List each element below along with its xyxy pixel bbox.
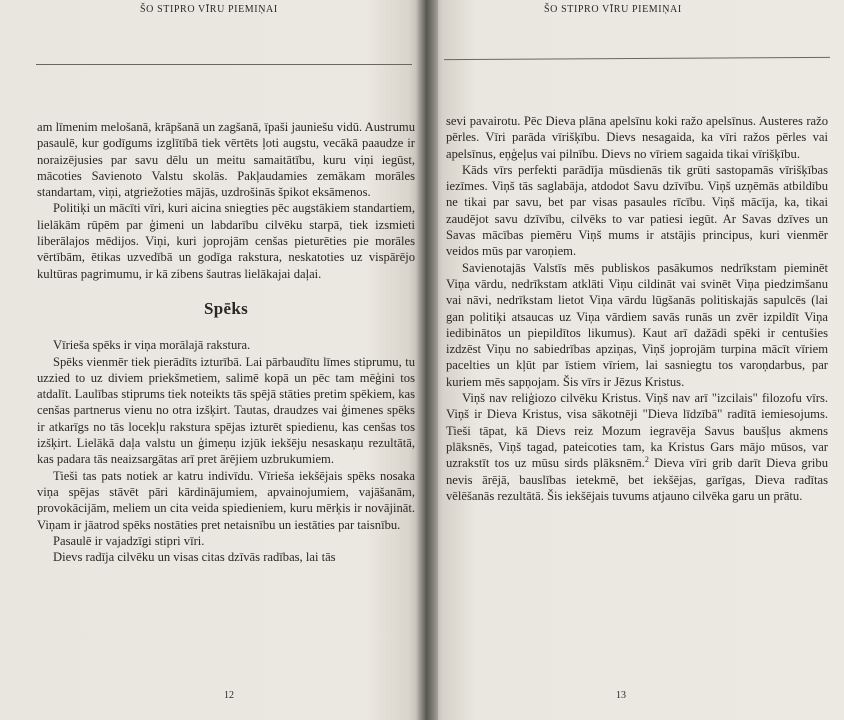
paragraph: Politiķi un mācīti vīri, kuri aicina sniegties pēc augstākiem standartiem, lielākām rūpēm par ģimeni un labdarību cilvēku starpā, tiek izsmieti liberālajos mēdijos. Viņi, kuri joprojām cenšas pieturēties pie morāles vērtībām, ētikas uzvedībā un godīga rakstura, neskatoties uz vispārējo kultūras pagrimumu, ir kā zibens šautras lielākajai daļai.	[37, 201, 415, 281]
paragraph: Vīrieša spēks ir viņa morālajā rakstura.	[53, 338, 251, 353]
paragraph-with-footnote	[446, 390, 828, 504]
paragraph: Kāds vīrs perfekti parādīja mūsdienās tik grūti sastopamās vīrišķības iezīmes. Viņš tās saglabāja, atdodot Savu dzīvību. Viņš uzņēmās atbildību ne tikai par savu, bet par visas pasaules rīcību. Viņš mācīja, ka, tikai zaudējot savu dzīvību, cilvēks to var patiesi iegūt. Ar Savas dzīves un Savas mācības piemēru Viņš mums ir atstājis principus, kuri vienmēr veidos mūs par varoņiem.	[446, 162, 828, 259]
running-header: ŠO STIPRO VĪRU PIEMIŅAI	[140, 4, 278, 15]
right-page	[426, 0, 844, 720]
paragraph: Pasaulē ir vajadzīgi stipri vīri.	[53, 533, 205, 548]
page-number: 13	[616, 690, 626, 701]
paragraph-text: Viņš nav reliģiozo cilvēku Kristus. Viņš nav arī "izcilais" filozofu vīrs. Viņš ir Dieva Kristus, visa sākotnēji "Dieva līdzībā" radītā iemiesojums. Tieši tāpat, kā Dievs reiz Mozum iegravēja Savus baušļus akmens plāksnēs, Viņš tagad, pateicoties tam, ka Kristus Gars mājo mūsos, var uzrakstīt tos uz mūsu sirds plāksnēm.	[446, 391, 828, 471]
paragraph: Tieši tas pats notiek ar katru indivīdu. Vīrieša iekšējais spēks nosaka viņa spējas stāvēt pāri kārdinājumiem, apvainojumiem, vajāšanām, provokācijām, meliem un cita veida spiedieniem, kuru mērķis ir novājināt. Viņam ir jāatrod spēks nostāties pret netaisnību un iestāties par taisnību.	[37, 468, 415, 532]
page-number: 12	[224, 690, 234, 701]
header-rule	[444, 57, 830, 60]
paragraph: Savienotajās Valstīs mēs publiskos pasākumos nedrīkstam pieminēt Viņa vārdu, nedrīkstam atklāti Viņu cildināt vai svinēt Viņa piedzimšanu vai nāvi, nedrīkstam lietot Viņa vārdu lūgšanās politiskajās sapulcēs (lai gan politiķi atsaucas uz Viņa vārdiem savās runās un zvēr izpildīt Viņa iedibinātos un piepildītos likumus). Kaut arī dažādi spēki ir centušies izdzēst Viņu no sabiedrības apziņas, Viņš joprojām turpina mācīt vīriem pacelties un kļūt par īstiem vīriem, lai sasniegtu tos varoņdarbus, par kuriem mēs sapņojam. Šis vīrs ir Jēzus Kristus.	[446, 260, 828, 389]
paragraph: Spēks vienmēr tiek pierādīts izturībā. Lai pārbaudītu līmes stiprumu, tu uzzied to uz diviem priekšmetiem, salimē kopā un pēc tam mēģini tos atdalīt. Laulības stiprums tiek noteikts tās spējā stāties pretim spēkiem, kas cenšas partnerus vienu no otra izšķirt. Tautas, draudzes vai ģimenes spēks ir atkarīgs no tās locekļu rakstura spējas izturēt spiedienu, kas cenšas tos izšķirt. Lielākā daļa valstu un ģimeņu izjūk iekšēju nesaskaņu rezultātā, kas padara tās neaizsargātas arī pret ārējiem uzbrukumiem.	[37, 354, 415, 467]
running-header: ŠO STIPRO VĪRU PIEMIŅAI	[544, 4, 682, 15]
body-text	[446, 113, 828, 504]
paragraph: am līmenim melošanā, krāpšanā un zagšanā, īpaši jauniešu vidū. Austrumu pasaulē, kur godīgums izglītībā tiek vērtēts ļoti augstu, vecākā paaudze ir noraizējusies par savu dēlu un meitu samaitātību, kuru viņi iegūst, mācoties Savienoto Valstu skolās. Pakļaudamies zemākam morāles standartam, viņi, atgriežoties mājās, uzdrošinās špikot eksāmenos.	[37, 120, 415, 200]
body-text	[37, 119, 415, 565]
header-rule	[36, 64, 412, 65]
book-spine-shadow	[416, 0, 438, 720]
paragraph: Dievs radīja cilvēku un visas citas dzīvās radības, lai tās	[53, 550, 336, 565]
footnote-mark: 2	[644, 455, 649, 465]
paragraph: sevi pavairotu. Pēc Dieva plāna apelsīnu koki ražo apelsīnus. Austeres ražo pērles. Vīri parāda vīrišķību. Dievs nesagaida, ka vīri ražos pērles vai apelsīnus, eņģeļus vai pilnību. Dievs no vīriem sagaida tikai vīrišķību.	[446, 114, 828, 161]
section-heading: Spēks	[203, 298, 249, 318]
paragraph-text-tail: Dieva vīri grib darīt Dieva gribu nevis ārējā, bauslības ietekmē, bet iekšējas, garīgas, Dieva radītas vēlēšanās rezultātā. Šis iekšējais tuvums atjauno cilvēka garu un prātu.	[446, 456, 829, 503]
